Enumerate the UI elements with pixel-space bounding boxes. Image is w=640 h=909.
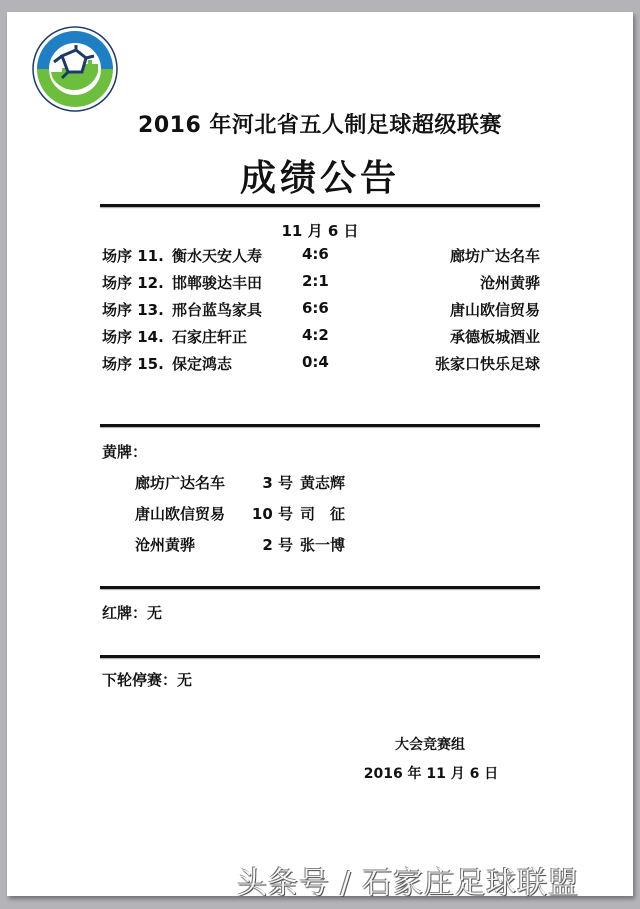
red-cards-text: 红牌：无 (102, 604, 163, 622)
match-row (102, 272, 540, 296)
match-row (102, 326, 540, 350)
away-team: 张家口快乐足球 (434, 355, 540, 373)
match-score: 4:2 (302, 326, 329, 344)
away-team: 唐山欧信贸易 (449, 301, 540, 319)
match-number: 场序 13. (102, 301, 164, 319)
divider (100, 424, 540, 427)
home-team: 邢台蓝鸟家具 (172, 301, 263, 319)
divider (100, 586, 540, 589)
match-score: 6:6 (302, 299, 329, 317)
watermark: 头条号 / 石家庄足球联盟 (237, 866, 580, 901)
card-team: 廊坊广达名车 (135, 474, 226, 492)
card-team: 唐山欧信贸易 (135, 505, 226, 523)
card-player-number: 10 号 (251, 505, 293, 523)
divider (100, 204, 540, 207)
document-title: 2016 年河北省五人制足球超级联赛 (138, 113, 502, 138)
home-team: 衡水天安人寿 (172, 247, 263, 265)
document-page (7, 12, 633, 896)
away-team: 沧州黄骅 (479, 274, 540, 292)
home-team: 邯郸骏达丰田 (172, 274, 263, 292)
signature-org: 大会竞赛组 (395, 737, 465, 753)
card-team: 沧州黄骅 (135, 536, 196, 554)
document-subtitle: 成绩公告 (239, 158, 400, 199)
football-association-logo-icon (32, 26, 118, 112)
card-player-name: 黄志辉 (300, 474, 346, 492)
match-score: 2:1 (302, 272, 329, 290)
match-date: 11 月 6 日 (281, 222, 359, 240)
match-number: 场序 11. (102, 247, 164, 265)
away-team: 廊坊广达名车 (449, 247, 540, 265)
card-player-number: 2 号 (262, 536, 293, 554)
match-number: 场序 12. (102, 274, 164, 292)
card-player-number: 3 号 (262, 474, 293, 492)
yellow-cards-label: 黄牌： (102, 443, 148, 461)
match-row (102, 245, 540, 269)
home-team: 保定鸿志 (172, 355, 233, 373)
match-score: 0:4 (302, 353, 329, 371)
card-player-name: 司 征 (300, 505, 346, 523)
match-row (102, 353, 540, 377)
signature-date: 2016 年 11 月 6 日 (363, 766, 499, 782)
away-team: 承德板城酒业 (449, 328, 540, 346)
suspensions-text: 下轮停赛：无 (102, 671, 193, 689)
match-number: 场序 15. (102, 355, 164, 373)
card-player-name: 张一博 (300, 536, 346, 554)
home-team: 石家庄轩正 (172, 328, 248, 346)
divider (100, 655, 540, 658)
match-number: 场序 14. (102, 328, 164, 346)
match-score: 4:6 (302, 245, 329, 263)
match-row (102, 299, 540, 323)
